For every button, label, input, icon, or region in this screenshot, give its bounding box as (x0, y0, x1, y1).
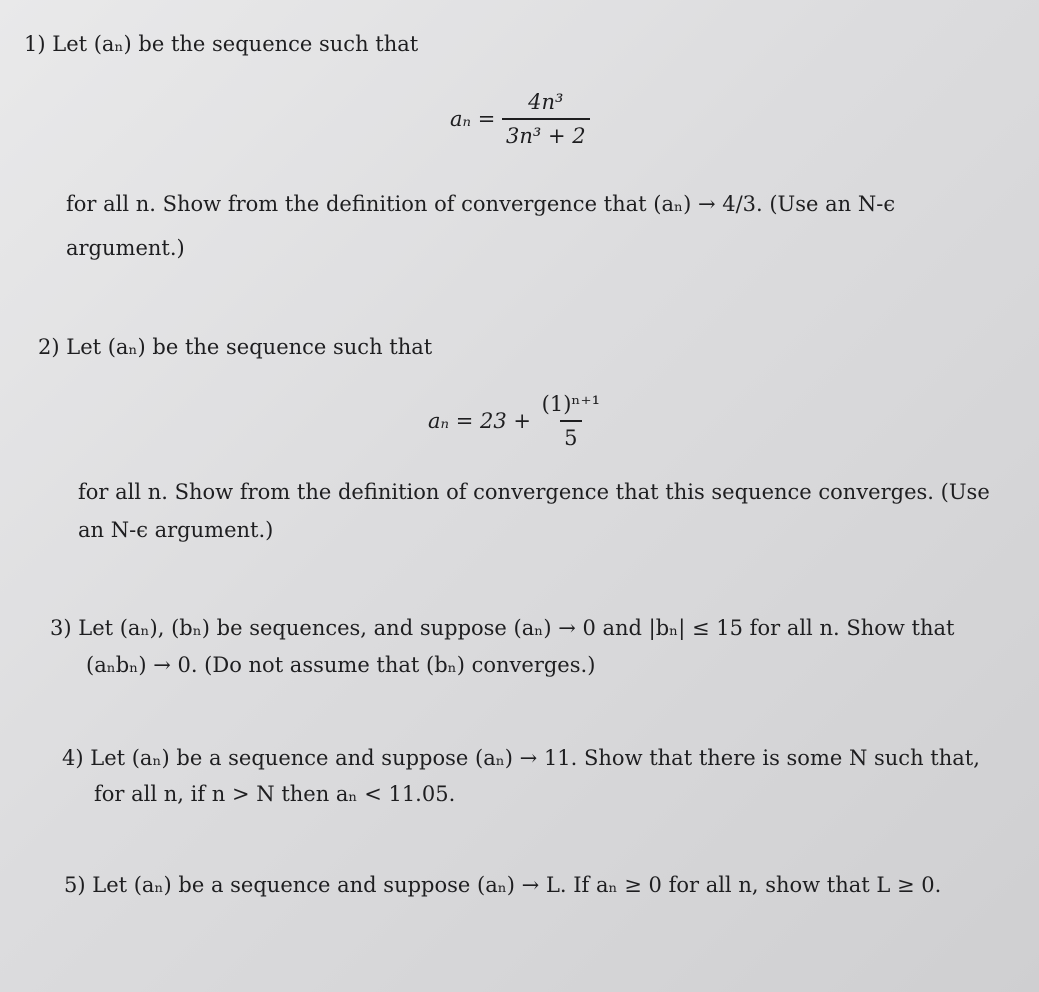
problem-5-number: 5) (64, 873, 86, 897)
problem-1-intro-line (24, 34, 418, 55)
problem-2-intro-line (38, 337, 432, 358)
problem-3-line1 (50, 618, 954, 639)
problem-1-intro: Let (aₙ) be the sequence such that (52, 32, 419, 56)
problem-1-formula-denominator: 3n³ + 2 (502, 118, 590, 148)
problem-5-line1 (64, 875, 941, 896)
problem-5-text-line1: Let (aₙ) be a sequence and suppose (aₙ) → L. If aₙ ≥ 0 for all n, show that L ≥ 0. (92, 873, 942, 897)
problem-2-formula-lhs: aₙ = 23 + (428, 409, 531, 433)
problem-1-formula-lhs: aₙ = (450, 107, 496, 131)
problem-4-text-line1: Let (aₙ) be a sequence and suppose (aₙ) → 11. Show that there is some N such that, (90, 746, 980, 770)
problem-2-text-line2: an N-ϵ argument.) (78, 518, 274, 542)
problem-4-line1 (62, 748, 980, 769)
problem-2-number: 2) (38, 335, 60, 359)
problem-1-text-line1: for all n. Show from the definition of convergence that (aₙ) → 4/3. (Use an N-ϵ (66, 192, 896, 216)
problem-1-number: 1) (24, 32, 46, 56)
problem-2-formula (428, 392, 604, 450)
problem-3-text-line2: (aₙbₙ) → 0. (Do not assume that (bₙ) converges.) (86, 653, 596, 677)
problem-1-formula-numerator: 4n³ (528, 90, 564, 114)
problem-3-text-line1: Let (aₙ), (bₙ) be sequences, and suppose (aₙ) → 0 and |bₙ| ≤ 15 for all n. Show that (78, 616, 955, 640)
problem-3-number: 3) (50, 616, 72, 640)
problem-2-formula-numerator: (1)ⁿ⁺¹ (541, 392, 601, 416)
problem-2-intro: Let (aₙ) be the sequence such that (66, 335, 433, 359)
problem-2-formula-denominator: 5 (560, 420, 581, 450)
problem-1-formula (450, 90, 590, 148)
problem-4-text-line2: for all n, if n > N then aₙ < 11.05. (94, 782, 456, 806)
problem-1-text-line2: argument.) (66, 236, 185, 260)
problem-2-text-line1: for all n. Show from the definition of convergence that this sequence converges. (Use (78, 480, 990, 504)
problem-4-number: 4) (62, 746, 84, 770)
